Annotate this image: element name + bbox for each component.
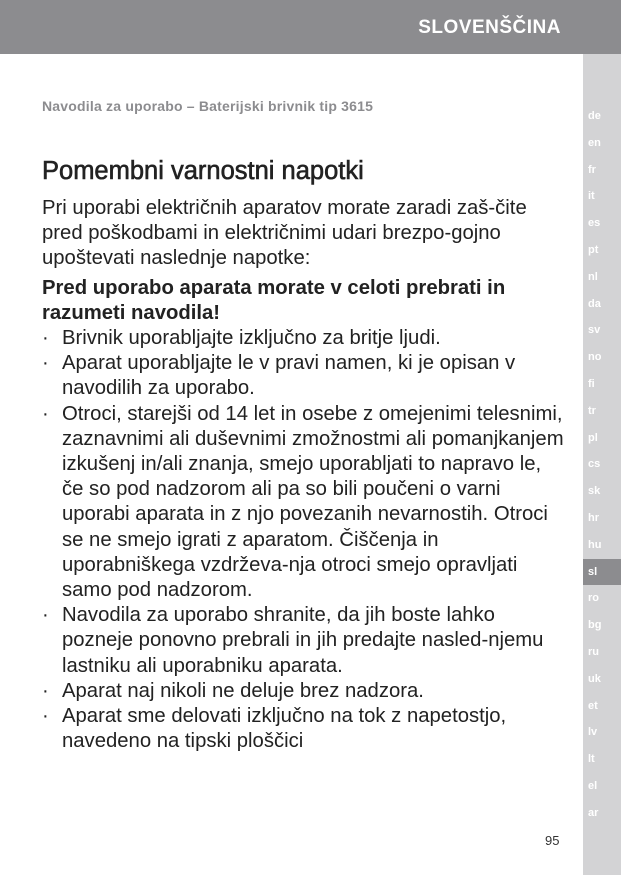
language-index-item-ar: ar [588, 806, 599, 819]
language-index-item-hu: hu [588, 538, 602, 551]
page-number: 95 [545, 833, 560, 848]
safety-bullet-item [42, 402, 564, 604]
language-index-item-da: da [588, 297, 601, 310]
language-index-item-sl: sl [583, 559, 621, 586]
safety-bullet-list [42, 326, 564, 754]
language-index-item-et: et [588, 699, 598, 712]
bullet-text: Aparat naj nikoli ne deluje brez nadzora. [62, 679, 424, 702]
intro-paragraph: Pri uporabi električnih aparatov morate zaradi zaš-čite pred poškodbami in električnimi udari brezpo-gojno upoštevati naslednje napotke: [42, 197, 527, 270]
language-index-item-en: en [588, 136, 601, 149]
bullet-dot: · [42, 402, 49, 425]
bullet-dot: · [42, 352, 49, 375]
language-index-item-pl: pl [588, 431, 598, 444]
safety-bullet-item [42, 704, 564, 754]
bullet-dot: · [42, 327, 49, 350]
language-index-item-pt: pt [588, 243, 599, 256]
language-title: SLOVENŠČINA [418, 17, 561, 38]
language-index-item-cs: cs [588, 458, 601, 471]
language-index-item-it: it [588, 190, 595, 203]
language-index-item-hr: hr [588, 511, 599, 524]
language-index [583, 103, 621, 827]
bullet-text: Aparat uporabljajte le v pravi namen, ki je opisan v navodilih za uporabo. [62, 352, 516, 400]
language-index-item-sv: sv [588, 324, 601, 337]
language-index-item-fi: fi [588, 377, 595, 390]
language-index-item-bg: bg [588, 619, 602, 632]
language-index-item-sk: sk [588, 485, 601, 498]
safety-bullet-item [42, 679, 564, 704]
bullet-dot: · [42, 705, 49, 728]
manual-subtitle: Navodila za uporabo – Baterijski brivnik tip 3615 [42, 98, 374, 114]
bullet-text: Navodila za uporabo shranite, da jih boste lahko pozneje ponovno prebrali in jih predajte nasled-njemu lastniku ali uporabniku aparata. [62, 604, 544, 677]
bullet-text: Brivnik uporabljajte izključno za britje ljudi. [62, 327, 441, 350]
main-content [42, 154, 564, 754]
language-index-item-ru: ru [588, 645, 599, 658]
language-index-item-es: es [588, 217, 601, 230]
header-bar [0, 0, 621, 54]
language-index-item-de: de [588, 110, 601, 122]
language-index-item-tr: tr [588, 404, 596, 417]
safety-bullet-item [42, 351, 564, 401]
language-index-item-lv: lv [588, 726, 598, 739]
language-index-item-el: el [588, 779, 598, 792]
language-index-item-lt: lt [588, 753, 595, 766]
bullet-dot: · [42, 679, 49, 702]
language-index-item-fr: fr [588, 163, 596, 176]
language-index-item-uk: uk [588, 672, 601, 685]
language-index-item-nl: nl [588, 270, 598, 283]
section-heading: Pomembni varnostni napotki [42, 157, 364, 185]
bullet-text: Otroci, starejši od 14 let in osebe z omejenimi telesnimi, zaznavnimi ali duševnimi zmožnostmi ali pomanjkanjem izkušenj in/ali znanja, smejo uporabljati to napravo le, če so pod nadzorom ali pa so bili poučeni o varni uporabi aparata in z njo povezanih nevarnostih. Otroci se ne smejo igrati z aparatom. Čiščenja in uporabniškega vzdrževa-nja otroci smejo opravljati samo pod nadzorom. [62, 402, 564, 602]
bullet-dot: · [42, 604, 49, 627]
warning-paragraph: Pred uporabo aparata morate v celoti prebrati in razumeti navodila! [42, 276, 506, 324]
language-index-item-ro: ro [588, 592, 599, 605]
bullet-text: Aparat sme delovati izključno na tok z napetostjo, navedeno na tipski ploščici [62, 705, 507, 753]
safety-bullet-item [42, 603, 564, 679]
language-index-item-no: no [588, 351, 602, 364]
safety-bullet-item [42, 326, 564, 351]
